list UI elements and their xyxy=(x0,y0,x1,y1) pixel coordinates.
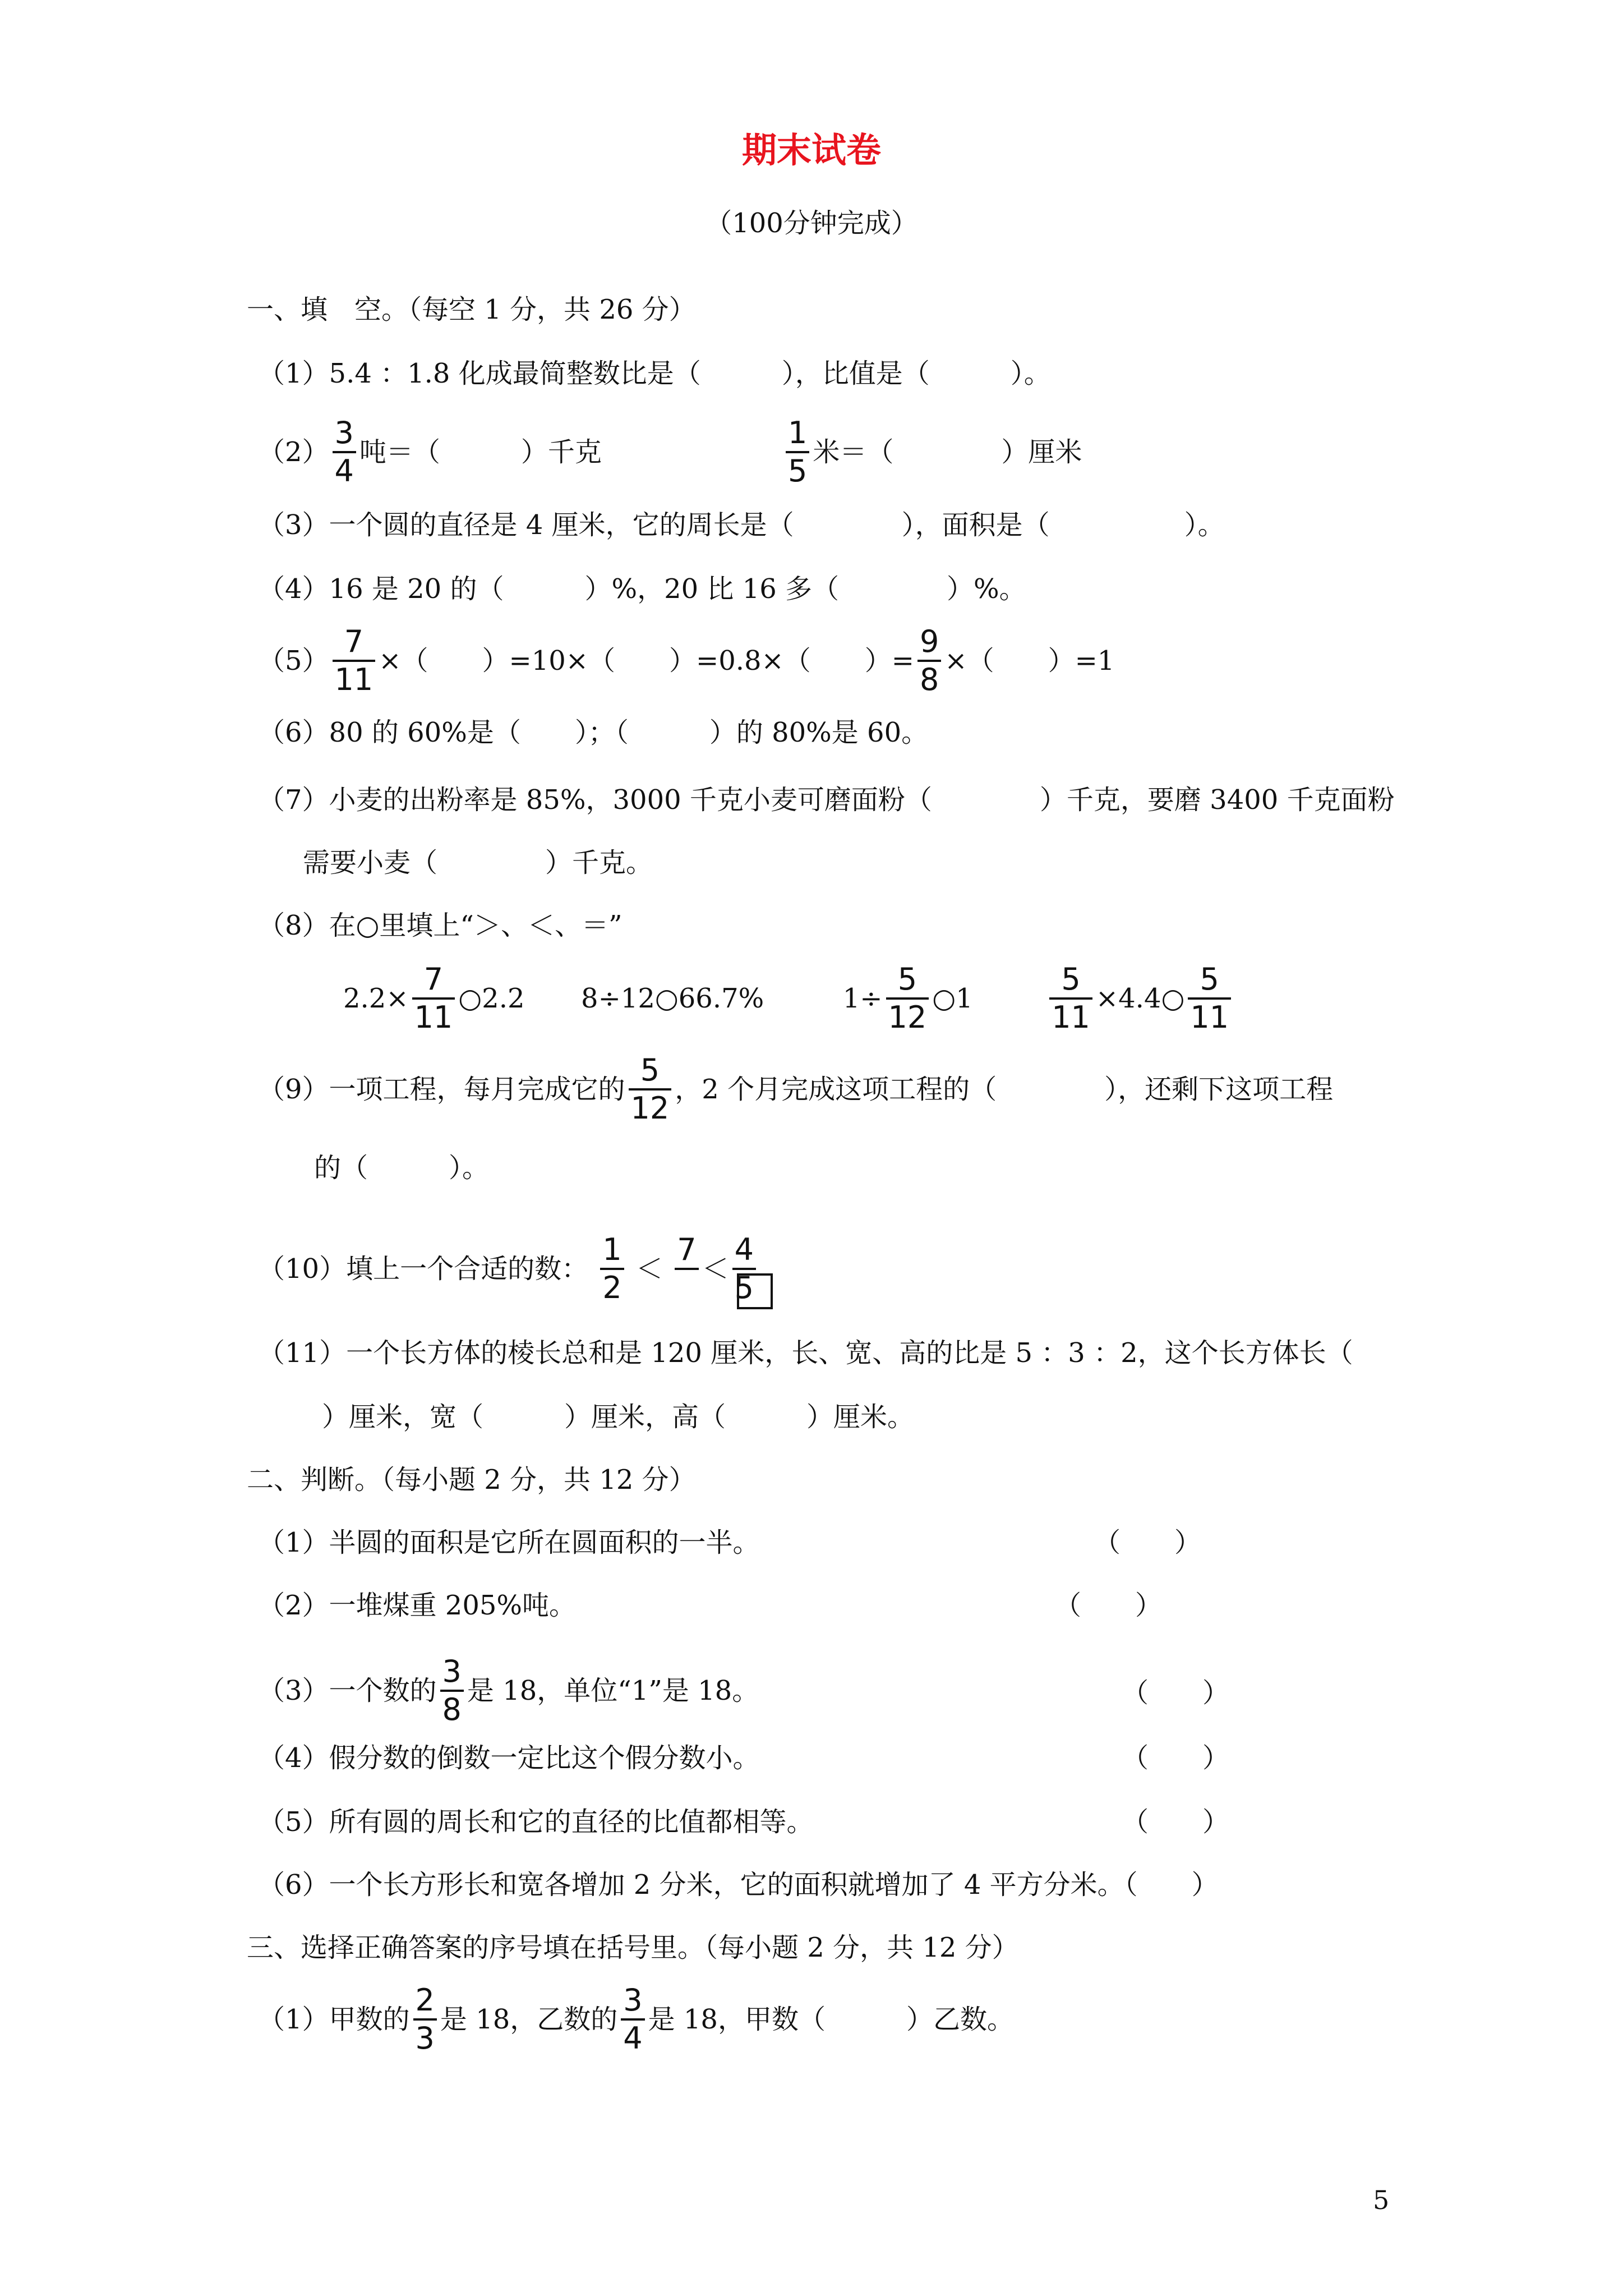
s1-q9-line1 xyxy=(258,1052,1333,1126)
q8-a-post: ○2.2 xyxy=(458,983,525,1014)
s1-q5-end: ×（ ）=1 xyxy=(944,645,1115,677)
s2-q5: （5）所有圆的周长和它的直径的比值都相等。 xyxy=(258,1806,814,1838)
s3-q1-pre: （1）甲数的 xyxy=(258,2004,410,2035)
s1-q10 xyxy=(258,1232,773,1306)
q10-pre: （10）填上一个合适的数： xyxy=(258,1253,589,1285)
section3-heading: 三、选择正确答案的序号填在括号里。（每小题 2 分，共 12 分） xyxy=(247,1932,1019,1963)
s3-q1 xyxy=(258,1982,1014,2056)
q8-a-pre: 2.2× xyxy=(343,983,409,1014)
fraction-blank: 7 xyxy=(675,1232,698,1306)
s1-q5-prefix: （5） xyxy=(258,645,329,677)
s2-q4-answer[interactable]: （ ） xyxy=(1122,1742,1230,1774)
fraction: $\frac{3}{4}$ xyxy=(621,1982,644,2056)
s2-q2-answer[interactable]: （ ） xyxy=(1054,1590,1163,1621)
s1-q11-line1: （11）一个长方体的棱长总和是 120 厘米，长、宽、高的比是 5 ：3 ：2，这个长方体长（ xyxy=(258,1337,1353,1369)
answer-box[interactable] xyxy=(737,1273,773,1309)
s1-q1: （1）5.4 ：1.8 化成最简整数比是（ ），比值是（ ）。 xyxy=(258,358,1051,389)
page-number: 5 xyxy=(1373,2185,1390,2215)
s1-q4: （4）16 是 20 的（ ）%，20 比 16 多（ ）%。 xyxy=(258,573,1026,605)
q8-b: 8÷12○66.7% xyxy=(581,983,764,1014)
fraction: $\frac{1}{5}$ xyxy=(786,415,809,489)
s2-q3-pre: （3）一个数的 xyxy=(258,1675,437,1706)
q8-c-post: ○1 xyxy=(932,983,973,1014)
s1-q7-line2: 需要小麦（ ）千克。 xyxy=(303,847,653,878)
fraction: $\frac{3}{8}$ xyxy=(440,1654,464,1728)
s2-q3-post: 是 18，单位“1”是 18。 xyxy=(467,1675,759,1706)
s1-q7-line1: （7）小麦的出粉率是 85%，3000 千克小麦可磨面粉（ ）千克，要磨 3400 千克面粉 xyxy=(258,784,1395,816)
section2-heading: 二、判断。（每小题 2 分，共 12 分） xyxy=(247,1464,696,1496)
s3-q1-post: 是 18，甲数（ ）乙数。 xyxy=(648,2004,1014,2035)
s1-q2-end: 米＝（ ）厘米 xyxy=(813,436,1082,468)
fraction: $\frac{7}{11}$ xyxy=(333,624,376,698)
q9-pre: （9）一项工程，每月完成它的 xyxy=(258,1074,625,1105)
q8-d-mid: ×4.4○ xyxy=(1095,983,1185,1014)
s2-q5-answer[interactable]: （ ） xyxy=(1122,1806,1230,1838)
s1-q8: （8）在○里填上“＞、＜、＝” xyxy=(258,910,623,941)
s2-q1: （1）半圆的面积是它所在圆面积的一半。 xyxy=(258,1527,760,1558)
s1-q9-line2: 的（ ）。 xyxy=(314,1152,490,1184)
s2-q4: （4）假分数的倒数一定比这个假分数小。 xyxy=(258,1742,760,1774)
s2-q1-answer[interactable]: （ ） xyxy=(1094,1527,1202,1558)
fraction: $\frac{5}{12}$ xyxy=(886,961,929,1036)
less-than-sign: ＜ xyxy=(635,1253,663,1285)
s1-q2-mid: 吨＝（ ）千克 xyxy=(359,436,602,468)
fraction: $\frac{7}{11}$ xyxy=(412,961,455,1036)
fraction: $\frac{9}{8}$ xyxy=(917,624,941,698)
s1-q3: （3）一个圆的直径是 4 厘米，它的周长是（ ），面积是（ ）。 xyxy=(258,509,1225,541)
s2-q3 xyxy=(258,1654,759,1728)
s1-q2-part2 xyxy=(782,415,1082,489)
s1-q2-prefix: （2） xyxy=(258,436,329,468)
s2-q3-answer[interactable]: （ ） xyxy=(1122,1677,1230,1709)
fraction: $\frac{2}{3}$ xyxy=(413,1982,437,2056)
s2-q2: （2）一堆煤重 205%吨。 xyxy=(258,1590,577,1621)
fraction: $\frac{5}{11}$ xyxy=(1049,961,1092,1036)
s1-q2 xyxy=(258,415,602,489)
section1-heading: 一、填 空。（每空 1 分，共 26 分） xyxy=(247,294,696,325)
fraction: $\frac{3}{4}$ xyxy=(333,415,356,489)
s1-q5 xyxy=(258,624,1114,698)
fraction: $\frac{1}{2}$ xyxy=(600,1232,624,1306)
s1-q11-line2: ）厘米，宽（ ）厘米，高（ ）厘米。 xyxy=(322,1401,915,1433)
fraction: $\frac{5}{12}$ xyxy=(629,1052,672,1126)
page-subtitle: （100分钟完成） xyxy=(705,208,918,239)
q9-post: ，2 个月完成这项工程的（ ），还剩下这项工程 xyxy=(675,1074,1334,1105)
less-than-sign: ＜ xyxy=(702,1253,729,1285)
fraction: $\frac{5}{11}$ xyxy=(1188,961,1231,1036)
q8-c-pre: 1÷ xyxy=(842,983,883,1014)
s1-q8-items xyxy=(343,961,1234,1036)
s2-q6: （6）一个长方形长和宽各增加 2 分米，它的面积就增加了 4 平方分米。（ ） xyxy=(258,1869,1219,1901)
page-title: 期末试卷 xyxy=(741,130,881,171)
s1-q5-mid: ×（ ）=10×（ ）=0.8×（ ）= xyxy=(379,645,914,677)
s1-q6: （6）80 的 60%是（ ）；（ ）的 80%是 60。 xyxy=(258,717,929,748)
fraction: $\frac{4}{5}$ xyxy=(732,1232,756,1306)
s3-q1-mid: 是 18，乙数的 xyxy=(440,2004,618,2035)
